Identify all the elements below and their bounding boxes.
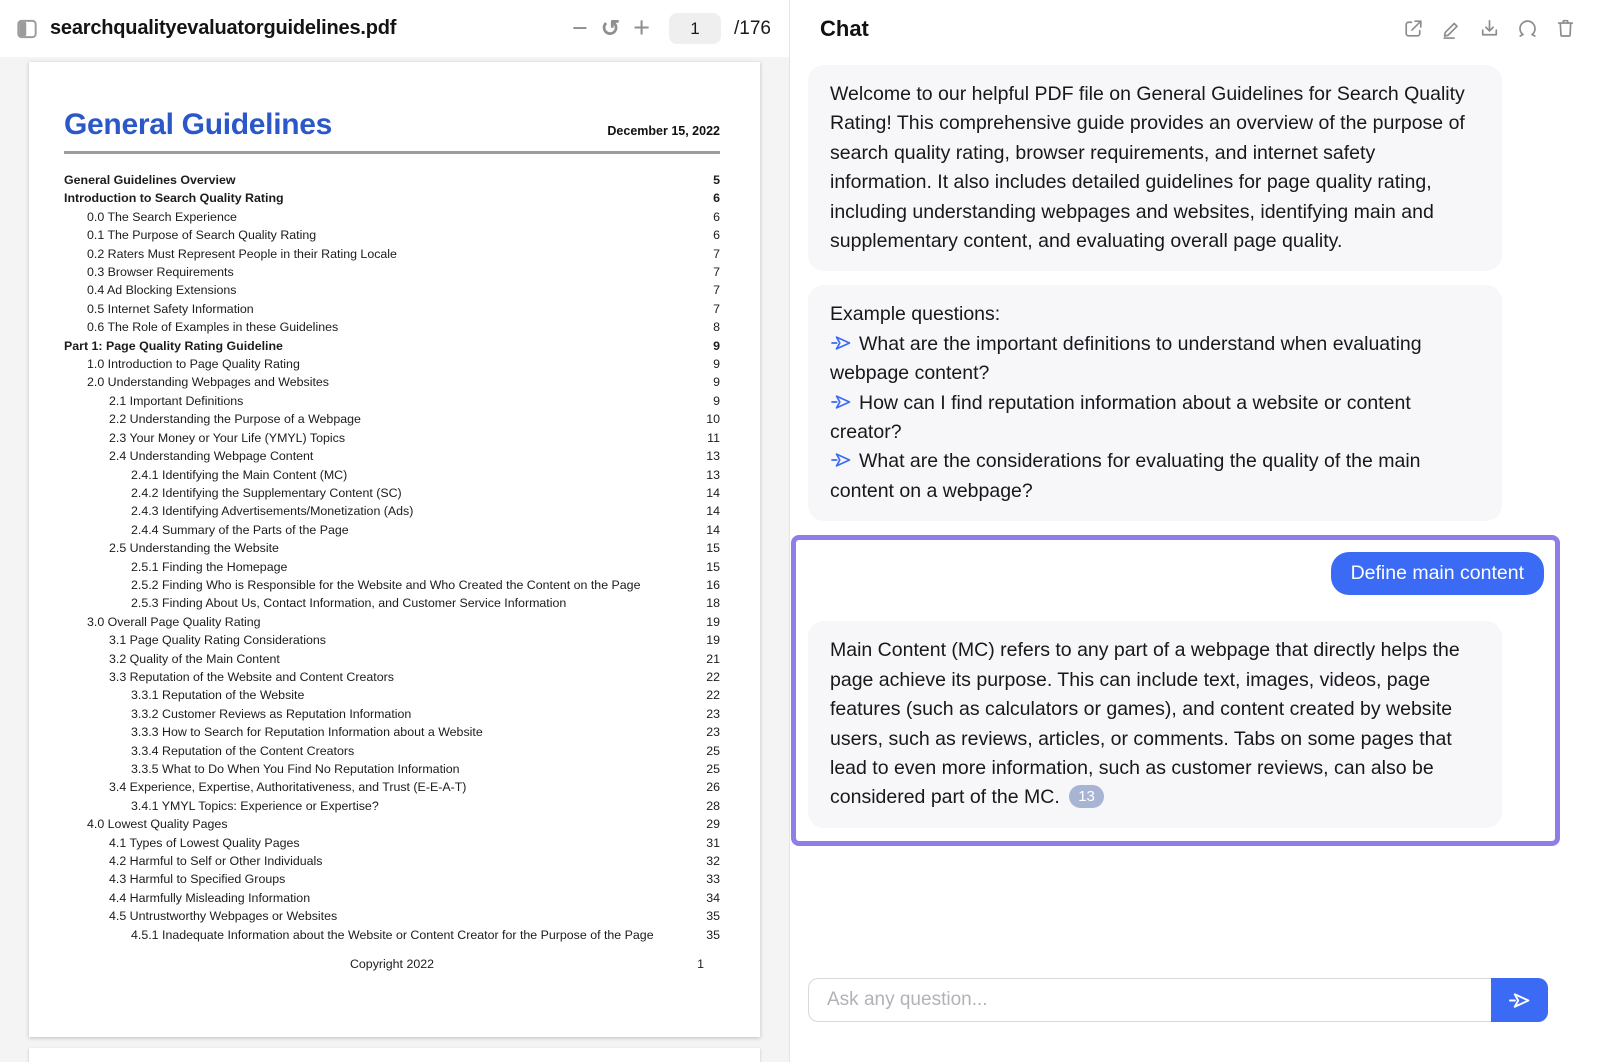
question-arrow-icon <box>830 334 853 352</box>
toc-entry: 2.0 Understanding Webpages and Websites 9 <box>87 375 720 390</box>
toc-entry: 2.4.3 Identifying Advertisements/Monetization (Ads) 14 <box>131 504 720 519</box>
share-icon[interactable] <box>1401 16 1426 41</box>
toc-entry: 3.0 Overall Page Quality Rating 19 <box>87 614 720 629</box>
toc-entry: 3.3.5 What to Do When You Find No Reputation Information 25 <box>131 762 720 776</box>
toc-entry: 3.3 Reputation of the Website and Content Creators 22 <box>109 669 720 684</box>
toc-entry: 0.3 Browser Requirements 7 <box>87 265 720 280</box>
document-date: December 15, 2022 <box>607 124 720 138</box>
highlighted-exchange <box>791 535 1560 845</box>
toc-entry: 3.3.1 Reputation of the Website 22 <box>131 688 720 703</box>
citation-badge[interactable]: 13 <box>1069 785 1104 808</box>
question-arrow-icon <box>830 393 853 411</box>
toc-entry: 0.1 The Purpose of Search Quality Rating 6 <box>87 228 720 243</box>
toc-entry: 4.3 Harmful to Specified Groups 33 <box>109 872 720 887</box>
toc-entry: Part 1: Page Quality Rating Guideline 9 <box>64 338 720 353</box>
toc-entry: 2.5.3 Finding About Us, Contact Information, and Customer Service Information 18 <box>131 596 720 611</box>
page-number-input[interactable] <box>669 13 721 44</box>
document-footer <box>64 957 720 971</box>
sidebar-toggle-icon[interactable] <box>14 16 40 42</box>
zoom-in-button[interactable]: + <box>633 12 651 44</box>
assistant-answer-bubble <box>808 621 1502 827</box>
pdf-page-1 <box>29 62 760 1037</box>
toc-entry: 3.1 Page Quality Rating Considerations 19 <box>109 633 720 648</box>
toc-entry: 3.3.2 Customer Reviews as Reputation Information 23 <box>131 706 720 721</box>
toc-entry: 3.3.4 Reputation of the Content Creators 25 <box>131 743 720 758</box>
toc-entry: General Guidelines Overview 5 <box>64 173 720 187</box>
pdf-filename: searchqualityevaluatorguidelines.pdf <box>50 17 397 39</box>
assistant-welcome-bubble <box>808 65 1502 271</box>
example-question-1[interactable]: What are the important definitions to understand when evaluating webpage content? <box>830 332 1422 385</box>
toc-entry: 3.2 Quality of the Main Content 21 <box>109 651 720 666</box>
answer-text: Main Content (MC) refers to any part of a webpage that directly helps the page achieve its purpose. This can include text, images, videos, page features (such as calculators or games), and content created by website users, such as reviews, articles, or comments. Tabs on some pages that lead to even more information, such as customer reviews, can also be considered part of the MC. <box>830 639 1460 809</box>
send-arrow-icon <box>1508 991 1532 1010</box>
toc-entry: 0.6 The Role of Examples in these Guidelines 8 <box>87 320 720 335</box>
example-questions-bubble <box>808 285 1502 521</box>
refresh-icon[interactable] <box>1515 16 1540 41</box>
page-count-label: /176 <box>734 17 771 39</box>
welcome-text: Welcome to our helpful PDF file on General Guidelines for Search Quality Rating! This comprehensive guide provides an overview of the purpose of search quality rating, browser requirements, and internet safety information. It also includes detailed guidelines for page quality rating, including understanding webpages and websites, identifying main and supplementary content, and evaluating overall page quality. <box>830 83 1465 253</box>
toc-entry: 2.5.2 Finding Who is Responsible for the Website and Who Created the Content on the Page 16 <box>131 577 720 592</box>
document-title-row <box>64 108 720 154</box>
toc-entry: 3.3.3 How to Search for Reputation Information about a Website 23 <box>131 725 720 740</box>
user-message: Define main content <box>1331 552 1544 595</box>
toc-entry: 4.2 Harmful to Self or Other Individuals 32 <box>109 854 720 869</box>
toc-entry: 0.2 Raters Must Represent People in their Rating Locale 7 <box>87 246 720 261</box>
footer-page-number: 1 <box>697 957 704 972</box>
copyright-label: Copyright 2022 <box>349 957 435 972</box>
pdf-canvas[interactable] <box>0 57 789 1062</box>
toc-entry: 2.4.1 Identifying the Main Content (MC) 13 <box>131 467 720 482</box>
toc-entry: 0.5 Internet Safety Information 7 <box>87 301 720 316</box>
toc-entry: 2.5.1 Finding the Homepage 15 <box>131 559 720 574</box>
toc-entry: 2.1 Important Definitions 9 <box>109 393 720 408</box>
toc-entry: 2.3 Your Money or Your Life (YMYL) Topics 11 <box>109 430 720 445</box>
toc-entry: 2.5 Understanding the Website 15 <box>109 541 720 556</box>
chat-input-bar <box>790 968 1600 1062</box>
toc-entry: 2.2 Understanding the Purpose of a Webpage 10 <box>109 412 720 427</box>
toc-entry: 3.4 Experience, Expertise, Authoritativeness, and Trust (E-E-A-T) 26 <box>109 780 720 795</box>
download-icon[interactable] <box>1477 16 1502 41</box>
toc-entry: 4.5 Untrustworthy Webpages or Websites 35 <box>109 909 720 924</box>
toc-entry: 4.5.1 Inadequate Information about the Website or Content Creator for the Purpose of the Page 35 <box>131 927 720 942</box>
chat-header <box>790 0 1600 57</box>
example-question-3[interactable]: What are the considerations for evaluating the quality of the main content on a webpage? <box>830 450 1421 502</box>
send-button[interactable] <box>1491 978 1548 1022</box>
chat-title: Chat <box>820 15 869 41</box>
pdf-toolbar <box>0 0 789 57</box>
chat-question-input[interactable] <box>808 978 1548 1022</box>
toc-entry: 2.4.2 Identifying the Supplementary Content (SC) 14 <box>131 485 720 500</box>
document-title: General Guidelines <box>64 108 333 141</box>
toc-entry: 2.4 Understanding Webpage Content 13 <box>109 449 720 464</box>
example-question-2[interactable]: How can I find reputation information about a website or content creator? <box>830 391 1411 444</box>
chat-pane <box>790 0 1600 1062</box>
pdf-viewer-pane <box>0 0 790 1062</box>
edit-icon[interactable] <box>1439 16 1464 41</box>
example-questions-heading: Example questions: <box>830 303 1001 326</box>
table-of-contents <box>64 171 720 944</box>
user-message-row <box>808 552 1544 595</box>
pdf-page-2-edge <box>29 1048 760 1062</box>
toc-entry: 4.1 Types of Lowest Quality Pages 31 <box>109 835 720 850</box>
toc-entry: 3.4.1 YMYL Topics: Experience or Expertise? 28 <box>131 798 720 813</box>
toc-entry: Introduction to Search Quality Rating 6 <box>64 191 720 206</box>
toc-entry: 1.0 Introduction to Page Quality Rating 9 <box>87 357 720 372</box>
trash-icon[interactable] <box>1553 16 1578 41</box>
toc-entry: 4.0 Lowest Quality Pages 29 <box>87 817 720 832</box>
question-arrow-icon <box>830 451 853 469</box>
chat-message-list <box>790 57 1600 968</box>
toc-entry: 4.4 Harmfully Misleading Information 34 <box>109 890 720 905</box>
toc-entry: 0.0 The Search Experience 6 <box>87 209 720 224</box>
reset-zoom-icon[interactable]: ↺ <box>600 15 621 41</box>
toc-entry: 2.4.4 Summary of the Parts of the Page 14 <box>131 522 720 537</box>
zoom-out-button[interactable]: − <box>572 13 588 43</box>
toc-entry: 0.4 Ad Blocking Extensions 7 <box>87 283 720 298</box>
